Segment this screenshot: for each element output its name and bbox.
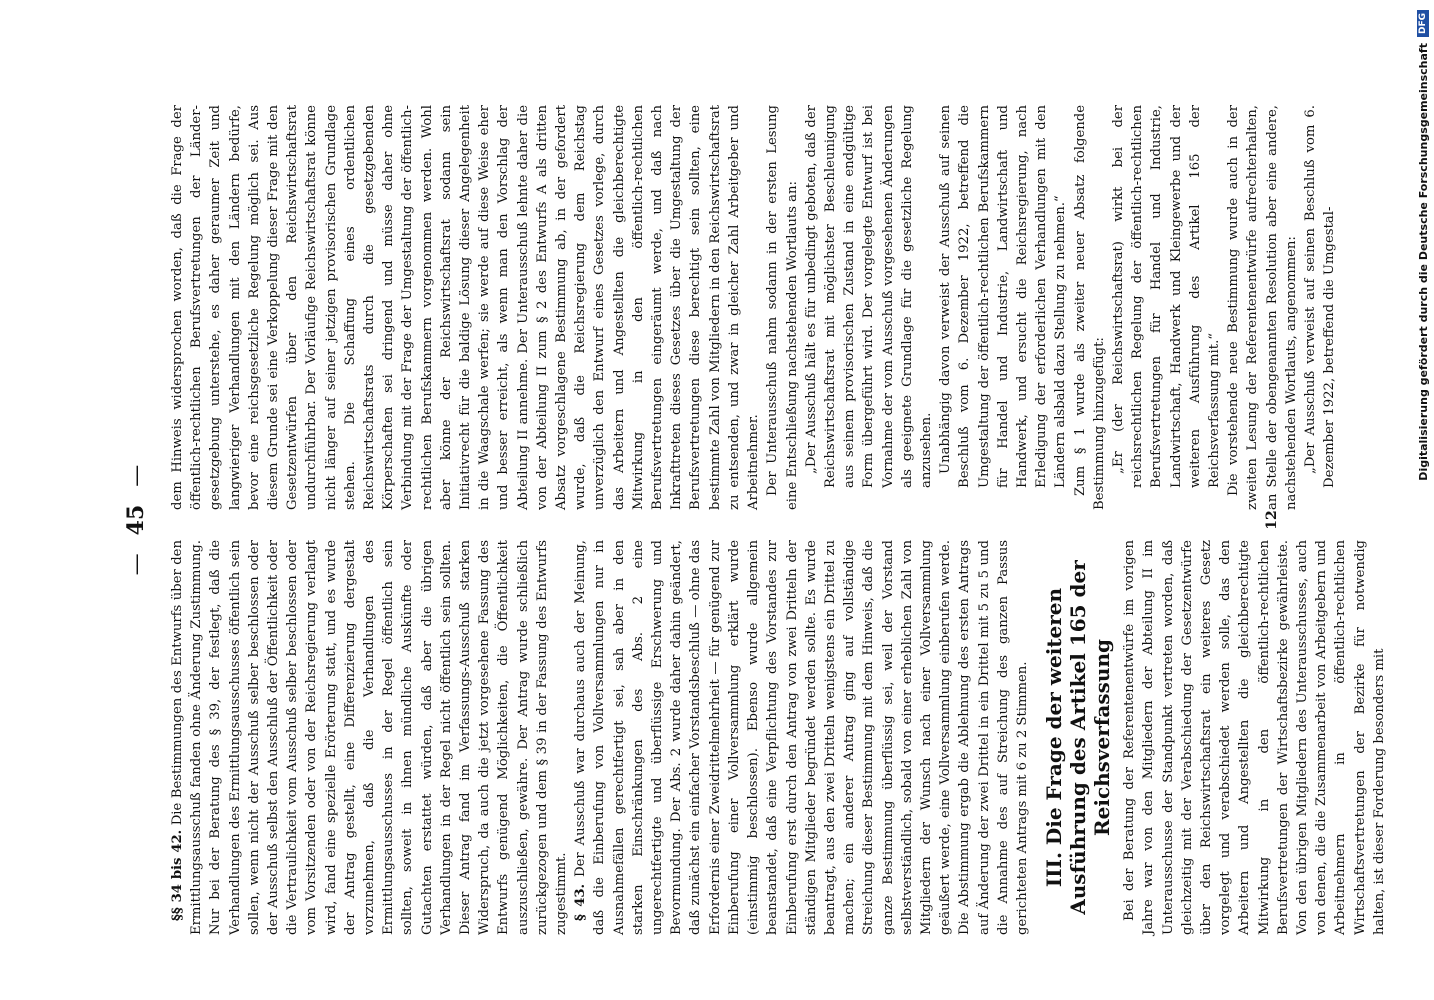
section-heading-43: § 43. — [573, 883, 589, 921]
paragraph-text: Die vorstehende neue Bestimmung wurde auch in der zweiten Lesung der Referentenentwürfe aufrechterhalten, an Stelle der obengenannten Resolution aber eine andere, nachstehenden Wortlauts, angenommen: — [1226, 105, 1299, 510]
document-page — [110, 105, 1387, 935]
section-heading-34-42: §§ 34 bis 42. — [170, 829, 185, 921]
header-dash-left: — — [123, 553, 149, 576]
quote-paragraph: Unabhängig davon verweist der Ausschuß auf seinen Beschluß vom 6. Dezember 1922, betreffend die Umgestaltung der öffentlich-rechtlichen Berufskammern für Handel und Industrie, Landwirtschaft und Handwerk, und ersucht die Reichsregierung, nach Erledigung der erforderlichen Verhandlungen mit den Ländern alsbald dazu Stellung zu nehmen.“ — [938, 105, 1069, 488]
resolution-quote — [802, 105, 1071, 488]
page-number-top: 45 — [123, 504, 149, 536]
right-column — [168, 105, 1338, 510]
credit-text: Digitalisierung gefördert durch die Deutsche Forschungsgemeinschaft — [1416, 43, 1430, 481]
left-column — [168, 540, 1387, 935]
amendment-quote — [1109, 105, 1224, 488]
header-dash-right: — — [123, 464, 149, 487]
quote-paragraph: „Er (der Reichswirtschaftsrat) wirkt bei der reichsrechtlichen Regelung der öffentlich-rechtlichen Berufsvertretungen für Handel und Industrie, Landwirtschaft, Handwerk und Kleingewerbe und der weiteren Ausführung des Artikel 165 der Reichsverfassung mit.“ — [1110, 105, 1222, 488]
paragraph-text: Die Bestimmungen des Entwurfs über den Ermittlungsausschuß fanden ohne Änderung Zustimmung. Nur bei der Beratung des § 39, der festlegt, daß die Verhandlungen des Ermittlungsausschusses öffentlich sein sollen, wenn nicht der Ausschuß selber beschlossen oder der Ausschuß selbst den Ausschluß der Öffentlichkeit oder die Vertraulichkeit vom Ausschuß selber beschlossen oder vom Vorsitzenden oder von der Reichsregierung verlangt wird, fand eine spezielle Erörterung statt, und es wurde der Antrag gestellt, eine Differenzierung dergestalt vorzunehmen, daß die Verhandlungen des Ermittlungsausschusses in der Regel öffentlich sein sollten, soweit in ihnen mündliche Auskünfte oder Gutachten erstattet würden, daß aber die übrigen Verhandlungen in der Regel nicht öffentlich sein sollten. Dieser Antrag fand im Verfassungs-Ausschuß starken Widerspruch, da auch die jetzt vorgesehene Fassung des Entwurfs genügend Möglichkeiten, die Öffentlichkeit auszuschließen, gewähre. Der Antrag wurde schließlich zurückgezogen und dem § 39 in der Fassung des Entwurfs zugestimmt. — [170, 540, 570, 935]
paragraph-43 — [571, 540, 1032, 935]
paragraph-34-42 — [168, 540, 571, 935]
paragraph-text: Der Ausschuß war durchaus auch der Meinung, daß die Einberufung von Vollversammlungen nur in Ausnahmefällen gerechtfertigt sei, sah aber in den starken Einschränkungen des Abs. 2 eine ungerechtfertigte und überflüssige Erschwerung und Bevormundung. Der Abs. 2 wurde daher dahin geändert, daß zunächst ein einfacher Vorstandsbeschluß — ohne das Erfordernis einer Zweidrittelmehrheit — für genügend zur Einberufung einer Vollversammlung erklärt wurde (einstimmig beschlossen). Ebenso wurde allgemein beanstandet, daß eine Verpflichtung des Vorstandes zur Einberufung erst durch den Antrag von zwei Dritteln der ständigen Mitglieder begründet werden sollte. Es wurde beantragt, aus den zwei Dritteln wenigstens ein Drittel zu machen; ein anderer Antrag ging auf vollständige Streichung dieser Bestimmung mit dem Hinweis, daß die ganze Bestimmung überflüssig sei, weil der Vorstand selbstverständlich, sobald von einer erheblichen Zahl von Mitgliedern der Wunsch nach einer Vollversammlung geäußert werde, eine Vollversammlung einberufen werde. Die Abstimmung ergab die Ablehnung des ersten Antrags auf Änderung der zwei Drittel in ein Drittel mit 5 zu 5 und die Annahme des auf Streichung des ganzen Passus gerichteten Antrags mit 6 zu 2 Stimmen. — [573, 540, 1030, 935]
resolution-quote-2 — [1301, 105, 1339, 488]
paragraph-text: Zum § 1 wurde als zweiter neuer Absatz folgende Bestimmung hinzugefügt: — [1072, 105, 1107, 510]
paragraph-text: dem Hinweis widersprochen worden, daß die Frage der öffentlich-rechtlichen Berufsvertretungen der Länder-gesetzgebung unterstehe, es daher geraumer Zeit und langwieriger Verhandlungen mit den Ländern bedürfe, bevor eine reichsgesetzliche Regelung möglich sei. Aus diesem Grunde sei eine Verkoppelung dieser Frage mit den Gesetzentwürfen über den Reichswirtschaftsrat undurchführbar. Der Vorläufige Reichswirtschaftsrat könne nicht länger auf seiner jetzigen provisorischen Grundlage stehen. Die Schaffung eines ordentlichen Reichswirtschaftsrats durch die gesetzgebenden Körperschaften sei dringend und müsse daher ohne Verbindung mit der Frage der Umgestaltung der öffentlich-rechtlichen Berufskammern vorgenommen werden. Wohl aber könne der Reichswirtschaftsrat sodann sein Initiativrecht für die baldige Lösung dieser Angelegenheit in die Waagschale werfen; sie werde auf diese Weise eher und besser erreicht, als wenn man den Vorschlag der Abteilung II annehme. Der Unterausschuß lehnte daher die von der Abteilung II zum § 2 des Entwurfs A als dritten Absatz vorgeschlagene Bestimmung ab, in der gefordert wurde, daß die Reichsregierung dem Reichstag unverzüglich den Entwurf eines Gesetzes vorlege, durch das Arbeitern und Angestellten die gleichberechtigte Mitwirkung in den öffentlich-rechtlichen Berufsvertretungen eingeräumt werde, und daß nach Inkrafttreten dieses Gesetzes über die Umgestaltung der Berufsvertretungen diese berechtigt sein sollten, eine bestimmte Zahl von Mitgliedern in den Reichswirtschaftsrat zu entsenden, und zwar in gleicher Zahl Arbeitgeber und Arbeitnehmer. — [170, 105, 762, 510]
page-header — [110, 105, 162, 935]
quote-paragraph: „Der Ausschuß verweist auf seinen Beschluß vom 6. Dezember 1922, betreffend die Umgestal- — [1302, 105, 1338, 488]
page-number-bottom: 12 — [1264, 510, 1280, 530]
dfg-logo: DFG — [1417, 10, 1429, 37]
digitization-credit — [1413, 10, 1433, 1000]
quote-paragraph: „Der Ausschuß hält es für unbedingt geboten, daß der Reichswirtschaftsrat mit möglichster Beschleunigung aus seinem provisorischen Zustand in eine endgültige Form übergeführt wird. Der vorgelegte Entwurf ist bei Vornahme der vom Ausschuß vorgesehenen Änderungen als geeignete Grundlage für die gesetzliche Regelung anzusehen. — [803, 105, 934, 488]
paragraph-text: Bei der Beratung der Referentenentwürfe im vorigen Jahre war von den Mitgliedern der Abteilung II im Unterausschusse der Standpunkt vertreten worden, daß gleichzeitig mit der Verabschiedung der Gesetzentwürfe über den Reichswirtschaftsrat ein weiteres Gesetz vorgelegt und verabschiedet werden solle, das den Arbeitern und Angestellten die gleichberechtigte Mitwirkung in den öffentlich-rechtlichen Berufsvertretungen der Wirtschaftsbezirke gewährleiste. Von den übrigen Mitgliedern des Unterausschusses, auch von denen, die die Zusammenarbeit von Arbeitgebern und Arbeitnehmern in öffentlich-rechtlichen Wirtschaftsvertretungen der Bezirke für notwendig halten, ist dieser Forderung besonders mit — [1122, 540, 1387, 935]
section-title-III: III. Die Frage der weiteren Ausführung des Artikel 165 der Reichsverfassung — [1042, 560, 1115, 915]
paragraph-text: Der Unterausschuß nahm sodann in der ersten Lesung eine Entschließung nachstehenden Wortlauts an: — [765, 105, 800, 510]
